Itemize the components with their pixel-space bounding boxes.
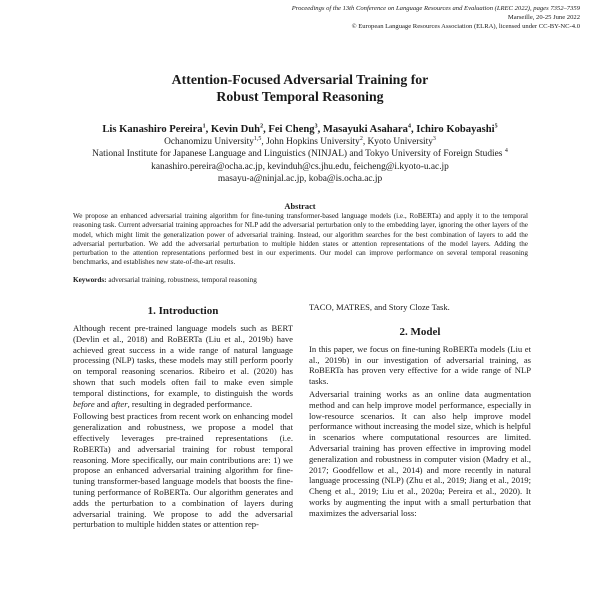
- abstract-text: We propose an enhanced adversarial training algorithm for fine-tuning transformer-based language models (i.e., RoBERTa) and apply it to the temporal reasoning task. Current adversarial training approaches for NLP add the adversarial perturbation only to the embedding layer, ignoring the other layers of the model, which might limit the generalization power of adversarial training. Instead, our algorithm searches for the best combination of layers to add the adversarial perturbation. We add the adversarial perturbation to multiple hidden states or attention representations of the model layers. Adding the perturbation to the attention representations performed best in our experiments. Our model can improve performance on several temporal reasoning benchmarks, and establishes new state-of-the-art results.: [73, 212, 528, 267]
- license-line: © European Language Resources Association (ELRA), licensed under CC-BY-NC-4.0: [351, 23, 580, 30]
- author-block: [0, 123, 600, 186]
- keywords-text: adversarial training, robustness, temporal reasoning: [108, 276, 257, 284]
- proceedings-header: [250, 4, 580, 31]
- section-heading-model: 2. Model: [399, 325, 441, 338]
- affiliation-mark: 3: [314, 123, 318, 130]
- section-heading-introduction: 1. Introduction: [147, 305, 219, 317]
- email-line-2[interactable]: masayu-a@ninjal.ac.jp, koba@is.ocha.ac.jp: [217, 174, 383, 185]
- venue-date-line: Marseille, 20-25 June 2022: [507, 14, 580, 21]
- continued-text: TACO, MATRES, and Story Cloze Task.: [309, 302, 450, 312]
- author-name: Fei Cheng: [268, 124, 315, 135]
- affiliation-line-1: [0, 136, 600, 148]
- affiliation-mark: 1,5: [253, 135, 262, 142]
- affiliation-mark: 4: [407, 123, 411, 130]
- intro-paragraph-1: [73, 323, 293, 409]
- model-paragraph-2: Adversarial training works as an online data augmentation method and can help improve model performance, especially in low-resource scenarios. It can also help improve model performance without increasing the model size, which is helpful in scenarios where computational resources are limited. Adversarial training has proven effective in improving model generalization and robustness in computer vision (Madry et al., 2017; Goodfellow et al., 2014) and more recently in natural language processing (NLP) (Zhu et al., 2019; Jiang et al., 2019; Cheng et al., 2019; Liu et al., 2020a; Pereira et al., 2020). It works by augmenting the input with a small perturbation that maximizes the adversarial loss:: [309, 388, 531, 518]
- paragraph-text: and: [94, 398, 112, 409]
- paragraph-text: , resulting in degraded performance.: [127, 398, 253, 409]
- keywords-label: Keywords:: [73, 276, 107, 284]
- affiliation: , John Hopkins University: [261, 137, 360, 147]
- intro-paragraph-2: Following best practices from recent work on enhancing model generalization and robustness, we propose a model that effectively leverages pre-trained representations (i.e. RoBERTa) and adversarial training for robust temporal reasoning. More specifically, our main contributions are: 1) we propose an enhanced adversarial training algorithm for fine-tuning transformer-based language models that boosts the fine-tuning performance of RoBERTa. Our algorithm generates and adds the perturbation to a combination of layers during adversarial training. We propose to add the adversarial perturbation to multiple hidden states or attention rep-: [73, 411, 293, 530]
- paper-title: [0, 71, 600, 105]
- email-line-1[interactable]: kanashiro.pereira@ocha.ac.jp, kevinduh@cs.jhu.edu, feicheng@i.kyoto-u.ac.jp: [151, 161, 449, 172]
- abstract-heading: Abstract: [284, 202, 316, 211]
- affiliation-mark: 2: [359, 135, 363, 142]
- title-line-2: Robust Temporal Reasoning: [216, 89, 384, 104]
- author-name: Lis Kanashiro Pereira: [102, 124, 203, 135]
- keywords: [73, 276, 528, 285]
- emphasis-text: before: [73, 398, 95, 409]
- affiliation-mark: 4: [504, 148, 508, 155]
- affiliation-line-2: [0, 148, 600, 160]
- title-line-1: Attention-Focused Adversarial Training for: [171, 72, 429, 87]
- author-name: Masayuki Asahara: [322, 124, 408, 135]
- right-column: [309, 302, 531, 520]
- affiliation: , Kyoto University: [362, 137, 433, 147]
- affiliation-mark: 2: [260, 123, 264, 130]
- model-paragraph-1: In this paper, we focus on fine-tuning RoBERTa models (Liu et al., 2019b) in our investigation of adversarial training, as RoBERTa has proven very effective for a wide range of NLP tasks.: [309, 343, 531, 387]
- author-names: Lis Kanashiro Pereira$^1$, Kevin Duh$^2$, Fei Cheng$^3$, Masayuki Asahara$^4$, Ichiro Kobayashi$^5$: [102, 123, 498, 135]
- emphasis-text: after: [111, 398, 128, 409]
- affiliation-mark: 5: [494, 123, 498, 130]
- affiliation-mark: 3: [432, 135, 436, 142]
- paragraph-text: Although recent pre-trained language models such as BERT (Devlin et al., 2018) and RoBERTa (Liu et al., 2019b) have achieved great success in a wide range of natural language processing (NLP) tasks, these models may still perform poorly on temporal reasoning scenarios. Ribeiro et al. (2020) has shown that such models often fail to make even simple temporal distinctions, for example, to distinguish the words: [73, 323, 293, 398]
- affiliation: National Institute for Japanese Language and Linguistics (NINJAL) and Tokyo University of Foreign Studies: [92, 149, 503, 160]
- author-name: Ichiro Kobayashi: [416, 124, 495, 135]
- affiliation-mark: 1: [202, 123, 206, 130]
- proceedings-line: Proceedings of the 13th Conference on Language Resources and Evaluation (LREC 2022), pages 7352–7359: [291, 5, 580, 12]
- left-column: [73, 302, 293, 531]
- author-name: Kevin Duh: [210, 124, 261, 135]
- affiliation: Ochanomizu University: [164, 137, 254, 147]
